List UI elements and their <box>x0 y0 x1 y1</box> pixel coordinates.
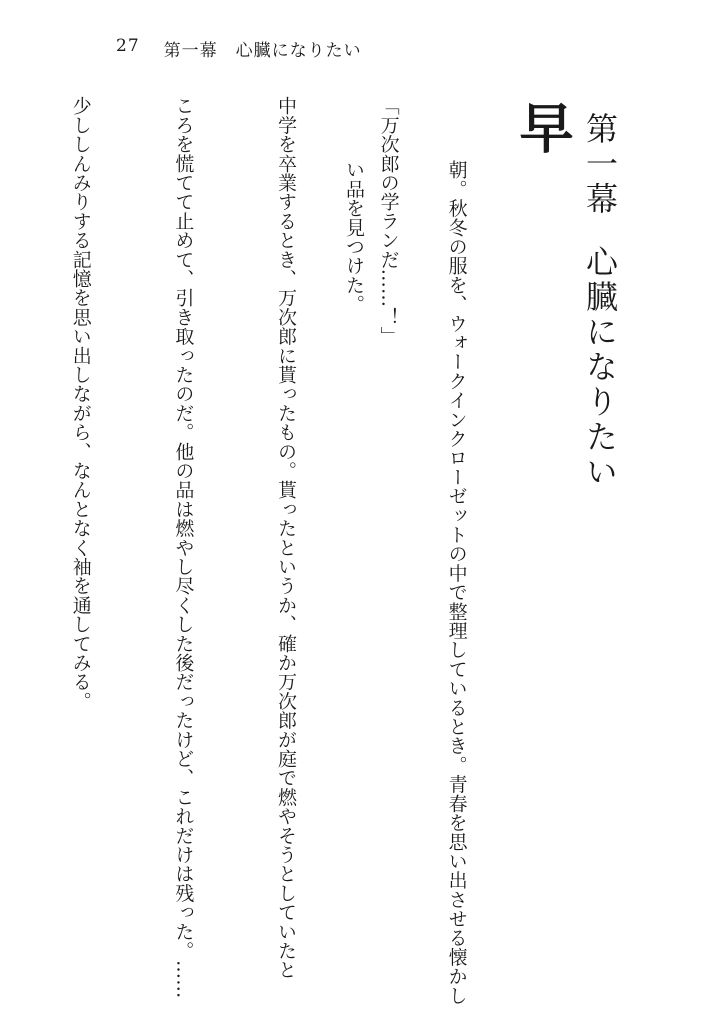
chapter-title <box>580 112 620 490</box>
chapter-title-subtitle: 心臓になりたい <box>581 245 619 490</box>
text-line: 中学を卒業するとき、万次郎に貰ったもの。貰ったというか、確か万次郎が庭で燃やそうとしていたと <box>274 96 297 980</box>
page-number: 27 <box>116 36 140 56</box>
text-line: い品を見つけた。 <box>342 160 365 314</box>
text-line: 少ししんみりする記憶を思い出しながら、なんとなく袖を通してみる。 <box>69 96 92 711</box>
running-head-subtitle: 心臓になりたい <box>235 41 362 61</box>
text-line: 「万次郎の学ランだ……！」 <box>377 96 400 346</box>
running-head <box>116 36 362 61</box>
text-line: 朝。秋冬の服を、ウォークインクローゼットの中で整理しているとき。青春を思い出させる懐かし <box>445 160 468 1005</box>
chapter-title-label: 第一幕 <box>581 112 619 217</box>
body-text <box>0 96 474 998</box>
drop-cap: 早 <box>511 100 575 154</box>
text-line: ころを慌てて止めて、引き取ったのだ。他の品は燃やし尽くした後だったけど、これだけは残った。…… <box>172 96 195 999</box>
running-head-chapter: 第一幕 <box>163 41 218 61</box>
